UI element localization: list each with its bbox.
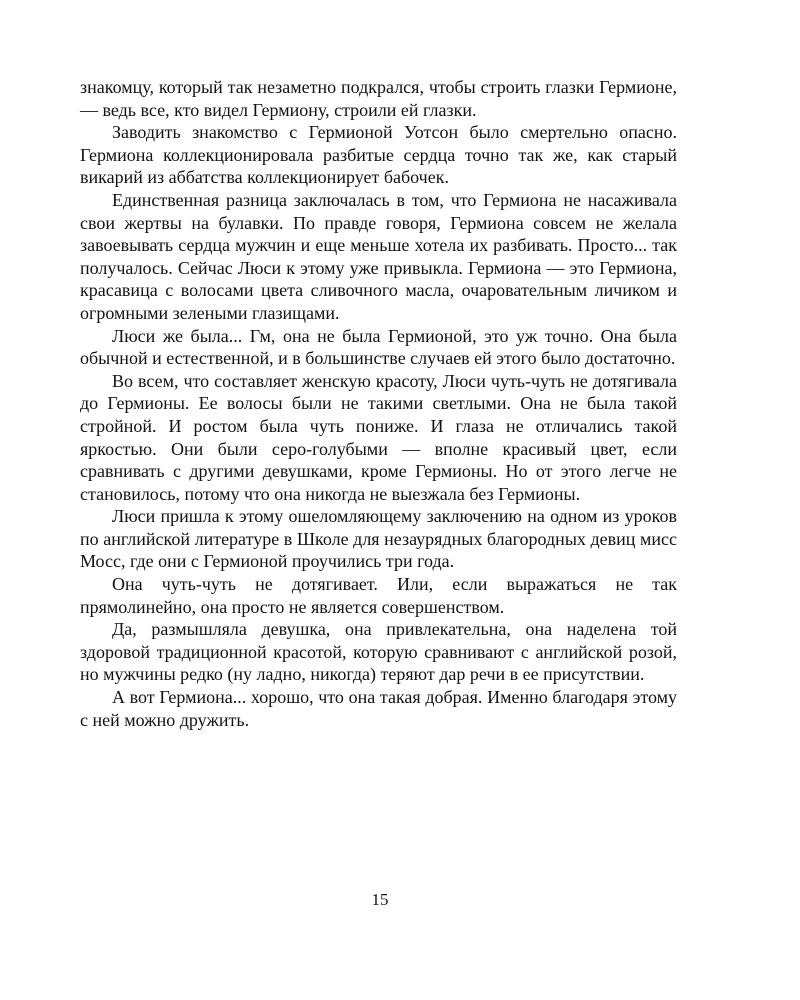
- body-text: [80, 76, 677, 731]
- paragraph-9: А вот Гермиона... хорошо, что она такая добрая. Именно благодаря этому с ней можно дружить.: [80, 687, 677, 730]
- paragraph-3: Единственная разница заключалась в том, что Гермиона не насаживала свои жертвы на булавки. По правде говоря, Гермиона совсем не желала завоевывать сердца мужчин и еще меньше хотела их разбивать. Просто... так получалось. Сейчас Люси к этому уже привыкла. Гермиона — это Гермиона, красавица с волосами цвета сливочного масла, очаровательным личиком и огромными зелеными глазищами.: [80, 189, 677, 323]
- paragraph-4: Люси же была... Гм, она не была Гермионой, это уж точно. Она была обычной и естественной, и в большинстве случаев ей этого было достаточно.: [80, 325, 677, 369]
- paragraph-6: Люси пришла к этому ошеломляющему заключению на одном из уроков по английской литературе в Школе для незаурядных благородных девиц мисс Мосс, где они с Гермионой проучились три года.: [80, 506, 677, 572]
- paragraph-1: знакомцу, который так незаметно подкрался, чтобы строить глазки Гермионе, — ведь все, кто видел Гермиону, строили ей глазки.: [80, 77, 677, 120]
- page-number: 15: [371, 890, 389, 909]
- paragraph-5: Во всем, что составляет женскую красоту, Люси чуть-чуть не дотягивала до Гермионы. Ее волосы были не такими светлыми. Она не была такой стройной. И ростом была чуть пониже. И глаза не отличались такой яркостью. Они были серо-голубыми — вполне красивый цвет, если сравнивать с другими девушками, кроме Гермионы. Но от этого легче не становилось, потому что она никогда не выезжала без Гермионы.: [80, 370, 677, 504]
- paragraph-8: Да, размышляла девушка, она привлекательна, она наделена той здоровой традиционной красотой, которую сравнивают с английской розой, но мужчины редко (ну ладно, никогда) теряют дар речи в ее присутствии.: [80, 619, 677, 685]
- paragraph-7: Она чуть-чуть не дотягивает. Или, если выражаться не так прямолинейно, она просто не является совершенством.: [80, 574, 677, 617]
- paragraph-2: Заводить знакомство с Гермионой Уотсон было смертельно опасно. Гермиона коллекционировала разбитые сердца точно так же, как старый викарий из аббатства коллекционирует бабочек.: [80, 122, 677, 188]
